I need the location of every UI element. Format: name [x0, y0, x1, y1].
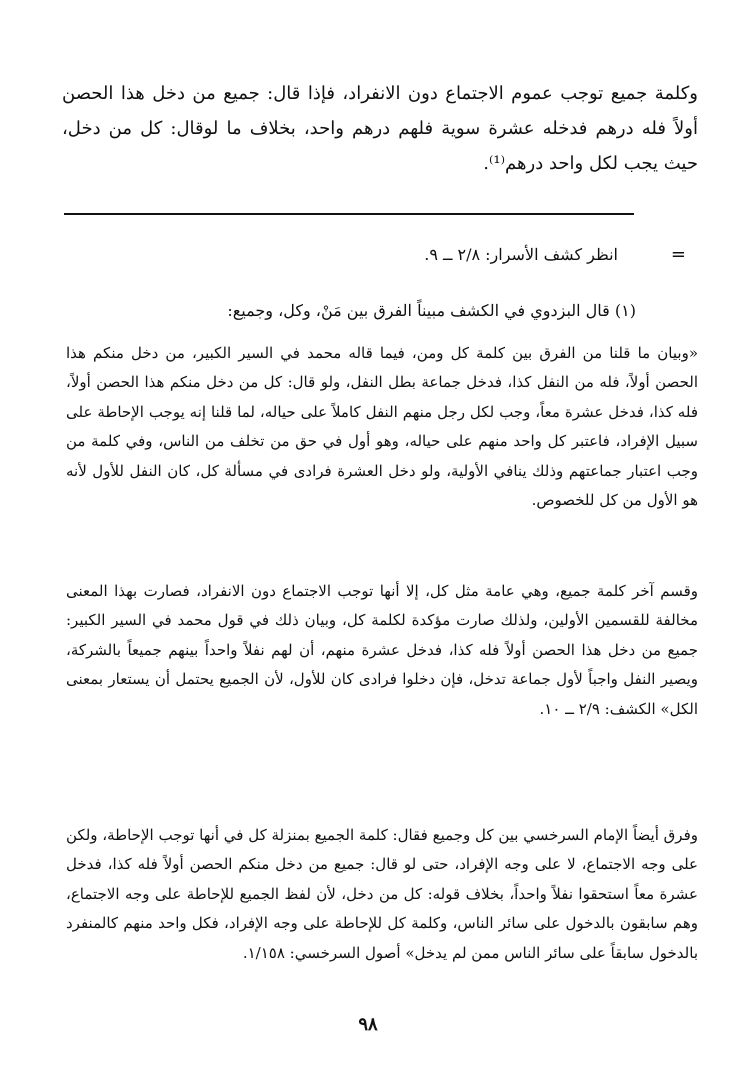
- page-number: ٩٨: [358, 1014, 378, 1035]
- footnote-separator: [64, 213, 634, 215]
- footnote-paragraph-3: [66, 821, 698, 968]
- footnote-heading: (١) قال البزدوي في الكشف مبيناً الفرق بين مَنْ، وكل، وجميع:: [227, 301, 636, 320]
- quote-paragraph: «وبيان ما قلنا من الفرق بين كلمة كل ومن، فيما قاله محمد في السير الكبير، من دخل منكم هذا الحصن أولاً، فله من النفل كذا، فدخل جماعة بطل النفل، ولو قال: كل من دخل منكم هذا الحصن أولاً، فله كذا، فدخل عشرة معاً، وجب لكل رجل منهم النفل كاملاً على حياله، لما قلنا إنه يوجب الإحاطة على سبيل الإفراد، فاعتبر كل واحد منهم على حياله، وهو أول في حق من تخلف من الناس، وفي كلمة من وجب اعتبار جماعتهم وذلك ينافي الأولية، ولو دخل العشرة فرادى في مسألة كل، كان النفل للأول لأنه هو الأول من كل للخصوص.: [66, 344, 698, 510]
- footnote-paragraph-2: [66, 577, 698, 724]
- paragraph-text: وفرق أيضاً الإمام السرخسي بين كل وجميع فقال: كلمة الجميع بمنزلة كل في أنها توجب الإحاطة، ولكن على وجه الاجتماع، لا على وجه الإفراد، حتى لو قال: جميع من دخل منكم الحصن أولاً فله كذا، فدخل عشرة معاً استحقوا نفلاً واحداً، بخلاف قوله: كل من دخل، لأن لفظ الجميع للإحاطة على وجه الاجتماع، وهم سابقون بالدخول على سائر الناس، وكلمة كل للإحاطة على وجه الإفراد، فكل واحد منهم كالمنفرد بالدخول سابقاً على سائر الناس ممن لم يدخل» أصول السرخسي: ١/١٥٨.: [66, 826, 698, 962]
- continuation-mark: =: [670, 244, 686, 265]
- main-paragraph: وكلمة جميع توجب عموم الاجتماع دون الانفراد، فإذا قال: جميع من دخل هذا الحصن أولاً فله درهم فدخله عشرة سوية فلهم درهم واحد، بخلاف ما لوقال: كل من دخل، حيث يجب لكل واحد درهم⁽¹⁾.: [62, 83, 698, 174]
- footnote-reference: انظر كشف الأسرار: ٢/٨ ــ ٩.: [424, 245, 618, 264]
- footnote-quote-block: [66, 339, 698, 515]
- paragraph-text: وقسم آخر كلمة جميع، وهي عامة مثل كل، إلا أنها توجب الاجتماع دون الانفراد، فصارت بهذا المعنى مخالفة للقسمين الأولين، ولذلك صارت مؤكدة لكلمة كل، وبيان ذلك في قول محمد في السير الكبير: جميع من دخل هذا الحصن أولاً فله كذا، فدخل عشرة منهم، أن لهم نفلاً واحداً بينهم جميعاً بالشركة، ويصير النفل واجباً لأول جماعة تدخل، فإن دخلوا فرادى كان للأول، لأن الجميع يحتمل أن يستعار بمعنى الكل» الكشف: ٢/٩ ــ ١٠.: [66, 582, 698, 718]
- main-text-block: [62, 76, 698, 181]
